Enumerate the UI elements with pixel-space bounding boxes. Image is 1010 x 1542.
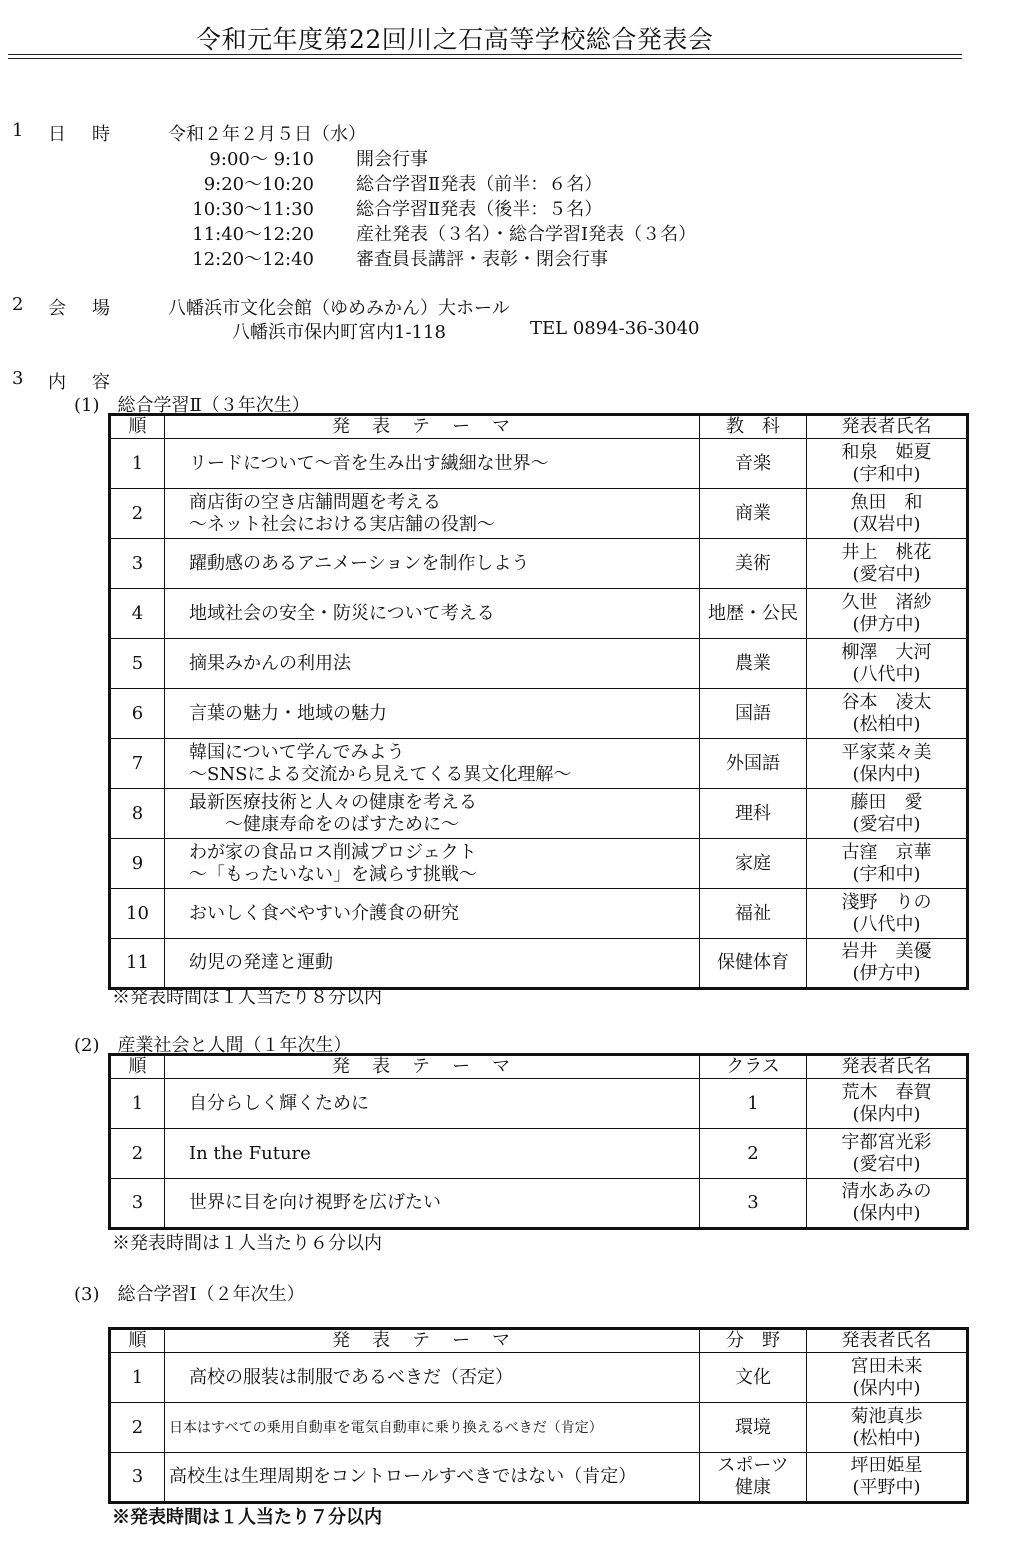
table-row <box>110 1179 968 1229</box>
part3-note: ※発表時間は１人当たり７分以内 <box>112 1507 382 1528</box>
row-presenter <box>807 839 968 889</box>
table-row <box>110 1129 968 1179</box>
row-number: 11 <box>110 939 165 989</box>
schedule-time: 9:20～10:20 <box>203 174 314 195</box>
row-number: 9 <box>110 839 165 889</box>
table-header-row <box>110 415 968 439</box>
theme-line: 摘果みかんの利用法 <box>189 652 351 674</box>
row-subject <box>700 1453 807 1503</box>
row-theme <box>165 1079 700 1129</box>
venue-tel: TEL 0894-36-3040 <box>530 318 700 339</box>
theme-line: 最新医療技術と人々の健康を考える <box>189 791 477 813</box>
table-row <box>110 539 968 589</box>
presenter-school: (保内中) <box>852 1377 921 1399</box>
row-theme <box>165 839 700 889</box>
row-subject <box>700 1403 807 1453</box>
row-theme <box>165 1403 700 1453</box>
presenter-school: (松柏中) <box>852 713 921 735</box>
header-theme: 発表テーマ <box>165 1055 700 1079</box>
row-number: 8 <box>110 789 165 839</box>
venue-address: 八幡浜市保内町宮内1-118 <box>232 322 446 343</box>
row-presenter <box>807 1179 968 1229</box>
presenter-school: (松柏中) <box>852 1427 921 1449</box>
presenter-school: (愛宕中) <box>852 813 921 835</box>
table-row <box>110 489 968 539</box>
presenter-school: (保内中) <box>852 1103 921 1125</box>
schedule-event: 審査員長講評・表彰・閉会行事 <box>356 249 608 270</box>
theme-line: 商店街の空き店舗問題を考える <box>189 491 441 513</box>
row-presenter <box>807 639 968 689</box>
theme-line: 地域社会の安全・防災について考える <box>189 602 495 624</box>
part2-table <box>108 1053 969 1230</box>
row-presenter <box>807 739 968 789</box>
theme-line: In the Future <box>189 1142 311 1164</box>
row-theme <box>165 489 700 539</box>
presenter-name: 平家菜々美 <box>841 741 932 763</box>
presenter-school: (保内中) <box>852 763 921 785</box>
presenter-school: (八代中) <box>852 913 921 935</box>
row-number: 3 <box>110 539 165 589</box>
row-subject: 福祉 <box>700 889 807 939</box>
header-presenter: 発表者氏名 <box>807 415 968 439</box>
header-num: 順 <box>110 1055 165 1079</box>
row-number: 5 <box>110 639 165 689</box>
schedule-event: 総合学習Ⅱ発表（後半：５名） <box>356 199 603 220</box>
presenter-school: (双岩中) <box>852 513 921 535</box>
row-theme <box>165 739 700 789</box>
presenter-name: 久世 渚紗 <box>841 591 932 613</box>
part3-heading: (3) 総合学習Ⅰ（２年次生） <box>74 1284 305 1305</box>
header-subject: 分 野 <box>700 1329 807 1353</box>
presenter-name: 井上 桃花 <box>841 541 932 563</box>
presenter-name: 宮田未来 <box>850 1355 923 1377</box>
row-number: 3 <box>110 1453 165 1503</box>
presenter-school: (伊方中) <box>852 613 921 635</box>
row-presenter <box>807 939 968 989</box>
theme-line: 言葉の魅力・地域の魅力 <box>189 702 387 724</box>
row-theme <box>165 689 700 739</box>
row-number: 2 <box>110 1403 165 1453</box>
row-theme <box>165 1353 700 1403</box>
row-subject: 1 <box>700 1079 807 1129</box>
section-1-label: 日 時 <box>48 124 114 145</box>
presenter-school: (愛宕中) <box>852 563 921 585</box>
theme-subtitle: ～SNSによる交流から見えてくる異文化理解～ <box>189 763 572 785</box>
row-presenter <box>807 1453 968 1503</box>
table-row <box>110 1453 968 1503</box>
header-num: 順 <box>110 1329 165 1353</box>
part1-heading: (1) 総合学習Ⅱ（３年次生） <box>74 395 310 416</box>
row-presenter <box>807 1353 968 1403</box>
row-presenter <box>807 539 968 589</box>
table-row <box>110 589 968 639</box>
row-presenter <box>807 1129 968 1179</box>
presenter-name: 淺野 りの <box>841 891 932 913</box>
presenter-school: (伊方中) <box>852 963 921 984</box>
presenter-school: (保内中) <box>852 1203 921 1224</box>
theme-subtitle: ～健康寿命をのばすために～ <box>189 813 459 835</box>
row-number: 7 <box>110 739 165 789</box>
page-title: 令和元年度第22回川之石高等学校総合発表会 <box>196 25 714 54</box>
theme-subtitle: ～ネット社会における実店舗の役割～ <box>189 513 495 535</box>
presenter-name: 宇都宮光彩 <box>841 1131 932 1153</box>
section-2-label: 会 場 <box>48 298 114 319</box>
row-theme <box>165 1179 700 1229</box>
presenter-name: 柳澤 大河 <box>841 641 932 663</box>
presenter-school: (愛宕中) <box>852 1153 921 1175</box>
presenter-name: 谷本 凌太 <box>841 691 932 713</box>
theme-line: 世界に目を向け視野を広げたい <box>189 1192 441 1213</box>
theme-line: リードについて～音を生み出す繊細な世界～ <box>189 452 549 474</box>
row-theme <box>165 589 700 639</box>
theme-line: 日本はすべての乗用自動車を電気自動車に乗り換えるべきだ（肯定） <box>169 1419 603 1436</box>
presenter-school: (八代中) <box>852 663 921 685</box>
row-presenter <box>807 889 968 939</box>
header-num: 順 <box>110 415 165 439</box>
row-number: 1 <box>110 1353 165 1403</box>
presenter-name: 清水あみの <box>841 1181 932 1202</box>
subject-line: 健康 <box>735 1477 771 1498</box>
event-date: 令和２年２月５日（水） <box>168 124 366 145</box>
row-subject: 農業 <box>700 639 807 689</box>
row-number: 2 <box>110 1129 165 1179</box>
presenter-name: 坪田姫星 <box>850 1455 923 1476</box>
row-presenter <box>807 789 968 839</box>
row-subject: 国語 <box>700 689 807 739</box>
table-row <box>110 439 968 489</box>
presenter-name: 岩井 美優 <box>841 941 932 962</box>
table-row <box>110 689 968 739</box>
table-header-row <box>110 1055 968 1079</box>
row-theme <box>165 439 700 489</box>
part1-table <box>108 413 969 990</box>
schedule-time: 9:00～ 9:10 <box>209 149 314 170</box>
row-theme <box>165 1129 700 1179</box>
row-number: 10 <box>110 889 165 939</box>
schedule-event: 開会行事 <box>356 149 428 170</box>
presenter-name: 古窪 京華 <box>841 841 932 863</box>
row-theme <box>165 789 700 839</box>
schedule-time: 12:20～12:40 <box>192 249 314 270</box>
row-subject: 家庭 <box>700 839 807 889</box>
venue-name: 八幡浜市文化会館（ゆめみかん）大ホール <box>168 298 510 319</box>
theme-line: わが家の食品ロス削減プロジェクト <box>189 841 477 863</box>
schedule-time: 10:30～11:30 <box>192 199 314 220</box>
presenter-name: 荒木 春賀 <box>841 1081 932 1103</box>
presenter-name: 藤田 愛 <box>850 791 923 813</box>
title-underline <box>8 54 962 59</box>
theme-line: 幼児の発達と運動 <box>189 952 333 973</box>
part2-heading: (2) 産業社会と人間（１年次生） <box>74 1035 352 1056</box>
row-presenter <box>807 489 968 539</box>
row-theme <box>165 1453 700 1503</box>
row-theme <box>165 889 700 939</box>
row-number: 1 <box>110 1079 165 1129</box>
schedule-event: 産社発表（３名）・総合学習Ⅰ発表（３名） <box>356 224 697 245</box>
row-number: 4 <box>110 589 165 639</box>
row-theme <box>165 939 700 989</box>
theme-line: 韓国について学んでみよう <box>189 741 405 763</box>
row-presenter <box>807 439 968 489</box>
row-subject: 外国語 <box>700 739 807 789</box>
row-number: 2 <box>110 489 165 539</box>
theme-subtitle: ～「もったいない」を減らす挑戦～ <box>189 863 477 885</box>
part3-table <box>108 1327 969 1504</box>
row-subject: 2 <box>700 1129 807 1179</box>
header-presenter: 発表者氏名 <box>807 1055 968 1079</box>
table-row <box>110 1079 968 1129</box>
row-number: 1 <box>110 439 165 489</box>
presenter-school: (宇和中) <box>852 463 921 485</box>
table-row <box>110 839 968 889</box>
section-1-number: 1 <box>12 120 24 141</box>
schedule-time: 11:40～12:20 <box>192 224 314 245</box>
header-presenter: 発表者氏名 <box>807 1329 968 1353</box>
subject-line: 環境 <box>735 1416 771 1438</box>
subject-line: スポーツ <box>717 1455 789 1476</box>
presenter-school: (平野中) <box>852 1477 921 1498</box>
row-subject: 商業 <box>700 489 807 539</box>
presenter-name: 菊池真歩 <box>850 1405 923 1427</box>
presenter-name: 魚田 和 <box>850 491 923 513</box>
section-2-number: 2 <box>12 294 24 315</box>
row-subject: 理科 <box>700 789 807 839</box>
row-presenter <box>807 1079 968 1129</box>
theme-line: 高校生は生理周期をコントロールすべきではない（肯定） <box>169 1466 637 1487</box>
table-row <box>110 789 968 839</box>
row-presenter <box>807 1403 968 1453</box>
presenter-school: (宇和中) <box>852 863 921 885</box>
row-subject: 音楽 <box>700 439 807 489</box>
row-theme <box>165 539 700 589</box>
header-theme: 発表テーマ <box>165 415 700 439</box>
theme-line: おいしく食べやすい介護食の研究 <box>189 902 459 924</box>
row-presenter <box>807 589 968 639</box>
schedule-event: 総合学習Ⅱ発表（前半：６名） <box>356 174 603 195</box>
header-subject: クラス <box>700 1055 807 1079</box>
row-subject: 3 <box>700 1179 807 1229</box>
row-number: 3 <box>110 1179 165 1229</box>
table-header-row <box>110 1329 968 1353</box>
row-presenter <box>807 689 968 739</box>
row-subject: 美術 <box>700 539 807 589</box>
theme-line: 高校の服装は制服であるべきだ（否定） <box>189 1366 513 1388</box>
table-row <box>110 1353 968 1403</box>
subject-line: 文化 <box>735 1366 771 1388</box>
header-subject: 教 科 <box>700 415 807 439</box>
row-subject: 地歴・公民 <box>700 589 807 639</box>
table-row <box>110 639 968 689</box>
table-row <box>110 939 968 989</box>
theme-line: 自分らしく輝くために <box>189 1092 369 1114</box>
section-3-label: 内 容 <box>48 372 114 393</box>
row-subject: 保健体育 <box>700 939 807 989</box>
row-subject <box>700 1353 807 1403</box>
table-row <box>110 739 968 789</box>
part2-note: ※発表時間は１人当たり６分以内 <box>112 1233 382 1254</box>
row-theme <box>165 639 700 689</box>
row-number: 6 <box>110 689 165 739</box>
table-row <box>110 1403 968 1453</box>
theme-line: 躍動感のあるアニメーションを制作しよう <box>189 552 530 574</box>
presenter-name: 和泉 姫夏 <box>841 441 932 463</box>
section-3-number: 3 <box>12 368 24 389</box>
table-row <box>110 889 968 939</box>
part1-note: ※発表時間は１人当たり８分以内 <box>112 987 382 1008</box>
header-theme: 発表テーマ <box>165 1329 700 1353</box>
